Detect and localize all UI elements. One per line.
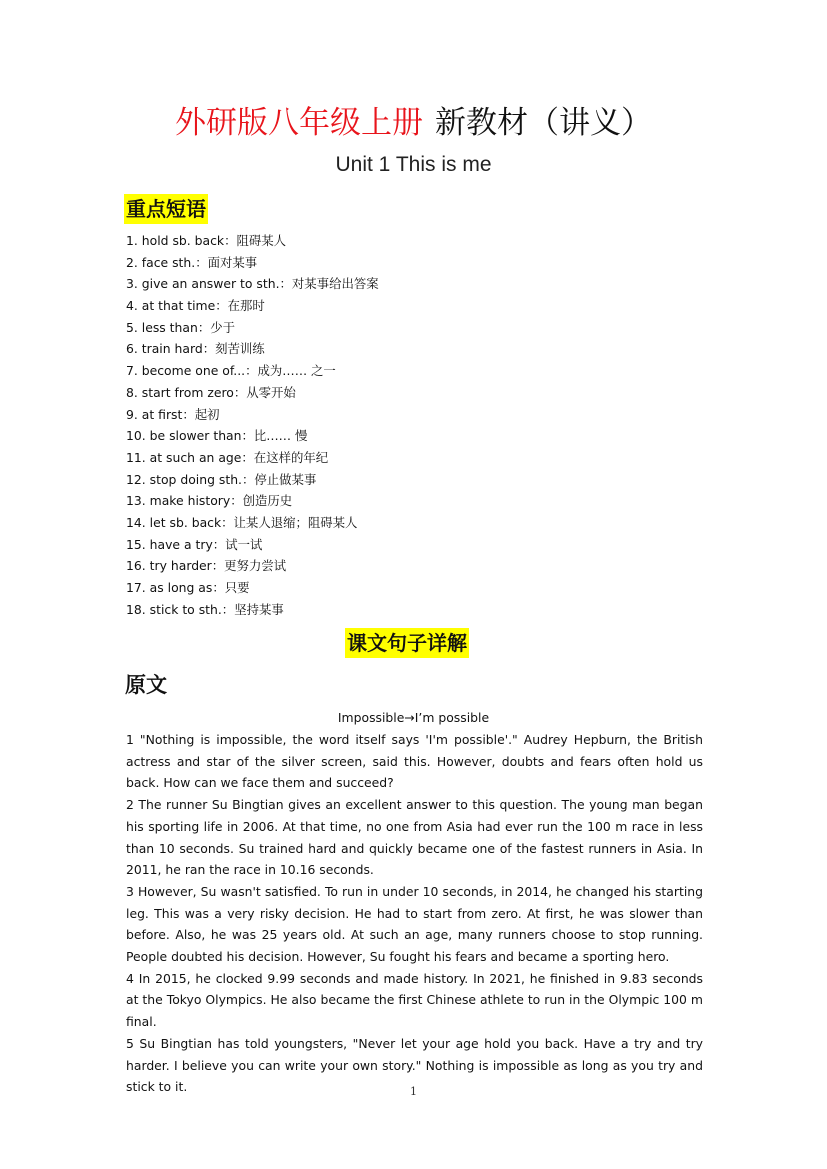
page-number: 1 xyxy=(410,1085,417,1098)
phrase-item: 3. give an answer to sth.：对某事给出答案 xyxy=(126,276,379,292)
key-phrases-heading: 重点短语 xyxy=(124,194,208,224)
passage-paragraph: 1 "Nothing is impossible, the word itself says 'I'm possible'." Audrey Hepburn, the British actress and star of the silver screen, said this. However, doubts and fears often hold us back. How can we face them and succeed? xyxy=(126,732,703,791)
sentence-explanation-heading: 课文句子详解 xyxy=(345,628,469,658)
passage-title: Impossible→I’m possible xyxy=(337,710,490,725)
phrase-item: 18. stick to sth.：坚持某事 xyxy=(126,601,284,617)
phrase-item: 17. as long as：只要 xyxy=(126,580,250,595)
passage-paragraph: 4 In 2015, he clocked 9.99 seconds and made history. In 2021, he finished in 9.83 seconds at the Tokyo Olympics. He also became the first Chinese athlete to run in the Olympic 100 m final. xyxy=(126,970,703,1030)
phrase-list xyxy=(126,230,379,620)
page-title xyxy=(0,100,827,146)
phrase-item: 12. stop doing sth.：停止做某事 xyxy=(126,471,317,487)
phrase-item: 15. have a try：试一试 xyxy=(126,536,263,552)
phrase-item: 4. at that time：在那时 xyxy=(126,298,265,314)
title-textbook: 外研版八年级上册 xyxy=(175,105,423,141)
original-text-heading: 原文 xyxy=(125,673,167,697)
phrase-item: 14. let sb. back：让某人退缩；阻碍某人 xyxy=(126,514,358,530)
passage-body xyxy=(126,729,703,1098)
passage-paragraph: 3 However, Su wasn't satisfied. To run in under 10 seconds, in 2014, he changed his starting leg. This was a very risky decision. He had to start from zero. At first, he was slower than before. Also, he was 25 years old. At such an age, many runners choose to stop running. People doubted his decision. However, Su fought his fears and became a sporting hero. xyxy=(126,883,703,965)
passage-paragraph: 2 The runner Su Bingtian gives an excellent answer to this question. The young man began his sporting life in 2006. At that time, no one from Asia had ever run the 100 m race in less than 10 seconds. Su trained hard and quickly became one of the fastest runners in Asia. In 2011, he ran the race in 10.16 seconds. xyxy=(126,797,703,878)
phrase-item: 5. less than：少于 xyxy=(126,319,236,335)
unit-title: Unit 1 This is me xyxy=(335,153,492,176)
phrase-item: 11. at such an age：在这样的年纪 xyxy=(126,449,329,465)
phrase-item: 10. be slower than：比…… 慢 xyxy=(126,428,308,444)
title-material: 新教材（讲义） xyxy=(435,105,652,141)
passage-paragraph: 5 Su Bingtian has told youngsters, "Never let your age hold you back. Have a try and try harder. I believe you can write your own story." Nothing is impossible as long as you try and stick to it. xyxy=(126,1035,703,1095)
phrase-item: 2. face sth.：面对某事 xyxy=(126,254,258,270)
phrase-item: 16. try harder：更努力尝试 xyxy=(126,558,287,574)
phrase-item: 9. at first：起初 xyxy=(126,406,220,422)
phrase-item: 13. make history：创造历史 xyxy=(126,493,293,509)
phrase-item: 7. become one of...：成为…… 之一 xyxy=(126,363,336,379)
phrase-item: 1. hold sb. back：阻碍某人 xyxy=(126,233,287,248)
phrase-item: 8. start from zero：从零开始 xyxy=(126,384,296,400)
phrase-item: 6. train hard：刻苦训练 xyxy=(126,341,265,357)
